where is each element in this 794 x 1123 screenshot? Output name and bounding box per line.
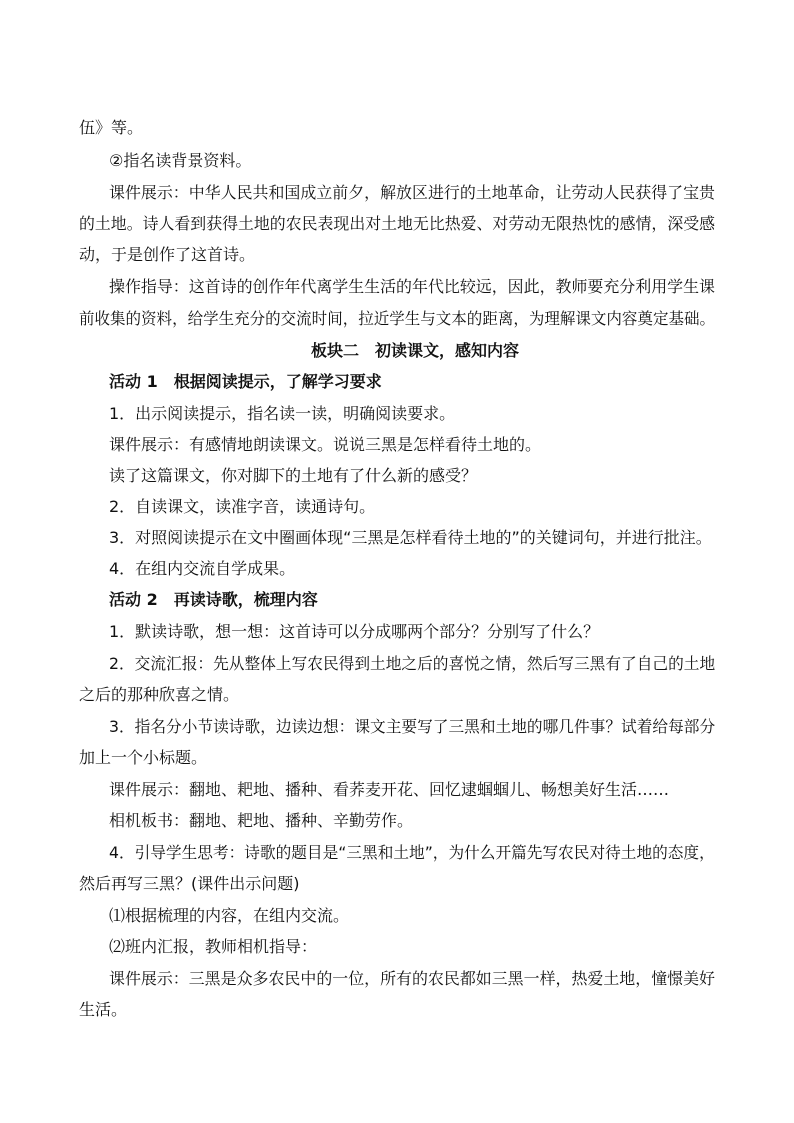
text-line: 4．引导学生思考：诗歌的题目是“三黑和土地”，为什么开篇先写农民对待土地的态度， xyxy=(109,843,715,862)
courseware-display-line: 课件展示：三黑是众多农民中的一位，所有的农民都如三黑一样，热爱土地，憧憬美好 xyxy=(109,969,716,988)
text-line: 2．自读课文，读准字音，读通诗句。 xyxy=(109,497,376,516)
text-line: 之后的那种欣喜之情。 xyxy=(79,685,240,704)
text-line: 加上一个小标题。 xyxy=(79,748,208,767)
text-line: 1．出示阅读提示，指名读一读，明确阅读要求。 xyxy=(109,404,456,423)
text-line: 伍》等。 xyxy=(79,118,144,137)
operation-guide-line: 操作指导：这首诗的创作年代离学生生活的年代比较远，因此，教师要充分利用学生课 xyxy=(109,277,716,296)
text-line: 相机板书：翻地、耙地、播种、辛勤劳作。 xyxy=(109,811,414,830)
text-line: ⑴根据梳理的内容，在组内交流。 xyxy=(109,906,350,925)
operation-guide-line: 前收集的资料，给学生充分的交流时间，拉近学生与文本的距离，为理解课文内容奠定基础。 xyxy=(79,309,716,328)
activity-heading: 活动 2 再读诗歌，梳理内容 xyxy=(109,590,318,609)
text-line: ②指名读背景资料。 xyxy=(109,151,252,170)
text-line: 然后再写三黑？(课件出示问题) xyxy=(79,874,300,893)
section-heading: 板块二 初读课文，感知内容 xyxy=(311,341,520,360)
courseware-display-line: 读了这篇课文，你对脚下的土地有了什么新的感受？ xyxy=(109,466,478,485)
text-line: 2．交流汇报：先从整体上写农民得到土地之后的喜悦之情，然后写三黑有了自己的土地 xyxy=(109,654,716,673)
courseware-display-line: 的土地。诗人看到获得土地的农民表现出对土地无比热爱、对劳动无限热忱的感情，深受感 xyxy=(79,214,716,233)
text-line: 1．默读诗歌，想一想：这首诗可以分成哪两个部分？分别写了什么？ xyxy=(109,622,600,641)
text-line: 4．在组内交流自学成果。 xyxy=(109,559,296,578)
courseware-display-line: 课件展示：中华人民共和国成立前夕，解放区进行的土地革命，让劳动人民获得了宝贵 xyxy=(109,183,716,202)
courseware-display-line: 生活。 xyxy=(79,1000,128,1019)
text-line: ⑵班内汇报，教师相机指导： xyxy=(109,937,318,956)
text-line: 3．指名分小节读诗歌，边读边想：课文主要写了三黑和土地的哪几件事？试着给每部分 xyxy=(109,717,716,736)
courseware-display-line: 课件展示：有感情地朗读课文。说说三黑是怎样看待土地的。 xyxy=(109,435,542,454)
courseware-display-line: 课件展示：翻地、耙地、播种、看荞麦开花、回忆逮蝈蝈儿、畅想美好生活…… xyxy=(109,780,670,799)
courseware-display-line: 动，于是创作了这首诗。 xyxy=(79,245,256,264)
text-line: 3．对照阅读提示在文中圈画体现“三黑是怎样看待土地的”的关键词句，并进行批注。 xyxy=(109,528,712,547)
activity-heading: 活动 1 根据阅读提示，了解学习要求 xyxy=(109,372,382,391)
